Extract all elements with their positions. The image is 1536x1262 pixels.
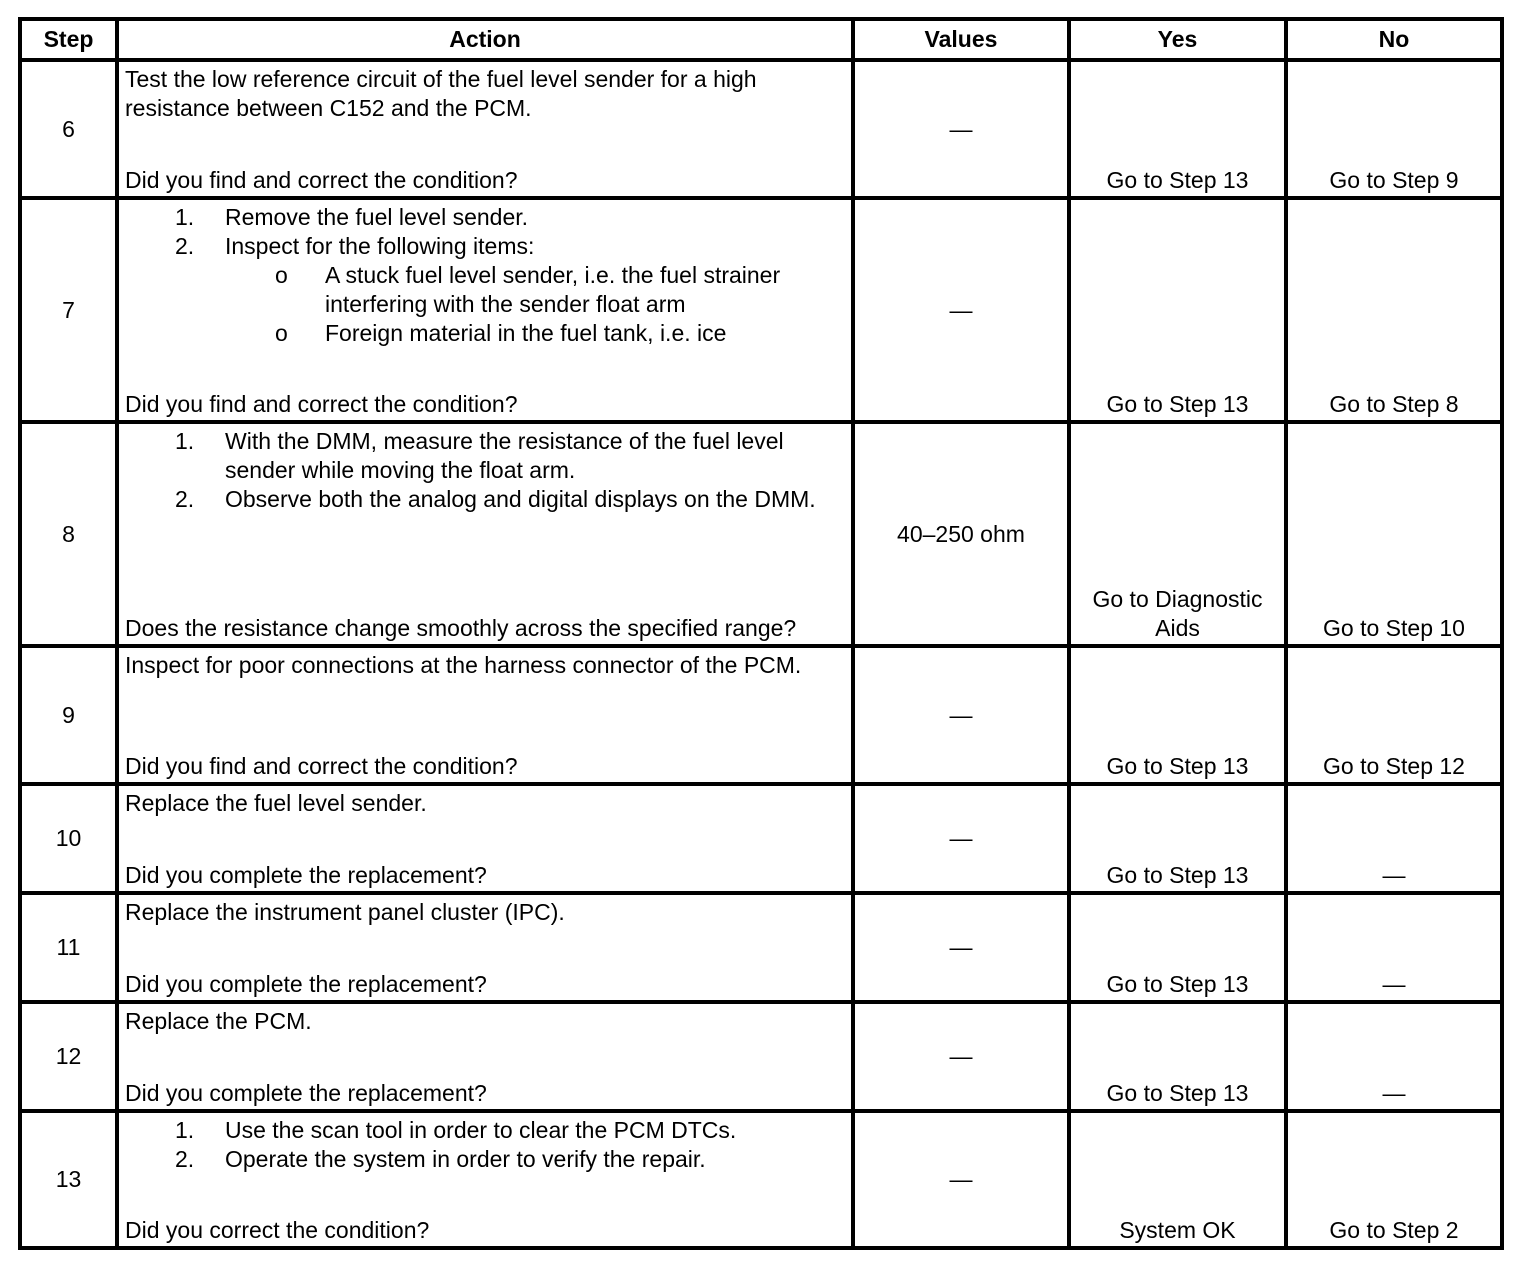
value-cell: —: [853, 784, 1069, 893]
value-cell: 40–250 ohm: [853, 422, 1069, 646]
step-number: 9: [20, 646, 117, 784]
bullet-icon: o: [275, 262, 288, 288]
table-row: [20, 646, 1502, 784]
action-question: Did you find and correct the condition?: [125, 167, 518, 193]
diagnostic-table: [18, 17, 1504, 1250]
list-item: [175, 1145, 845, 1174]
step-number: 13: [20, 1111, 117, 1248]
no-cell: [1286, 893, 1502, 1002]
value-cell: —: [853, 198, 1069, 422]
list-number: 2.: [175, 1146, 195, 1172]
action-cell: [117, 1002, 853, 1111]
sub-item: [275, 319, 845, 348]
table-row: [20, 422, 1502, 646]
table-row: [20, 60, 1502, 198]
yes-cell: [1069, 60, 1286, 198]
list-number: 2.: [175, 486, 195, 512]
value-cell: —: [853, 1002, 1069, 1111]
yes-text: Go to Step 13: [1106, 753, 1249, 779]
list-text: Use the scan tool in order to clear the PCM DTCs.: [225, 1117, 737, 1143]
bullet-list: [225, 261, 845, 348]
yes-text: Go to Diagnostic Aids: [1092, 586, 1263, 641]
no-cell: [1286, 198, 1502, 422]
no-cell: [1286, 646, 1502, 784]
table-row: [20, 784, 1502, 893]
no-text: Go to Step 12: [1323, 753, 1465, 779]
list-text: Observe both the analog and digital displays on the DMM.: [225, 486, 816, 512]
list-number: 2.: [175, 233, 195, 259]
no-cell: [1286, 784, 1502, 893]
list-number: 1.: [175, 1117, 195, 1143]
list-text: Operate the system in order to verify the repair.: [225, 1146, 706, 1172]
yes-cell: [1069, 422, 1286, 646]
yes-text: Go to Step 13: [1106, 971, 1249, 997]
no-text: Go to Step 8: [1329, 391, 1459, 417]
no-cell: [1286, 1002, 1502, 1111]
no-text: Go to Step 2: [1329, 1217, 1459, 1243]
no-text: —: [1382, 1080, 1406, 1106]
action-question: Did you complete the replacement?: [125, 862, 487, 888]
no-text: —: [1382, 971, 1406, 997]
step-number: 12: [20, 1002, 117, 1111]
action-question: Did you complete the replacement?: [125, 971, 487, 997]
header-action: Action: [117, 19, 853, 60]
table-row: [20, 198, 1502, 422]
header-step: Step: [20, 19, 117, 60]
table-row: [20, 893, 1502, 1002]
numbered-list: [125, 203, 845, 348]
header-row: [20, 19, 1502, 60]
list-number: 1.: [175, 204, 195, 230]
bullet-icon: o: [275, 320, 288, 346]
action-question: Did you find and correct the condition?: [125, 391, 518, 417]
numbered-list: [125, 427, 845, 514]
no-cell: [1286, 1111, 1502, 1248]
action-question: Did you correct the condition?: [125, 1217, 430, 1243]
step-number: 6: [20, 60, 117, 198]
list-item: [175, 1116, 845, 1145]
header-values: Values: [853, 19, 1069, 60]
list-item: [175, 232, 845, 348]
list-text: Inspect for the following items:: [225, 233, 535, 259]
no-text: Go to Step 9: [1329, 167, 1459, 193]
list-item: [175, 485, 845, 514]
action-question: Does the resistance change smoothly across the specified range?: [125, 615, 797, 641]
numbered-list: [125, 1116, 845, 1174]
list-number: 1.: [175, 428, 195, 454]
action-cell: [117, 1111, 853, 1248]
action-text: Replace the instrument panel cluster (IPC).: [125, 899, 565, 925]
yes-text: Go to Step 13: [1106, 391, 1249, 417]
sub-item-text: Foreign material in the fuel tank, i.e. ice: [325, 320, 727, 346]
action-cell: [117, 422, 853, 646]
action-question: Did you find and correct the condition?: [125, 753, 518, 779]
action-cell: [117, 784, 853, 893]
action-question: Did you complete the replacement?: [125, 1080, 487, 1106]
value-cell: —: [853, 646, 1069, 784]
step-number: 10: [20, 784, 117, 893]
list-text: With the DMM, measure the resistance of the fuel level sender while moving the float arm.: [225, 428, 784, 483]
action-text: Replace the fuel level sender.: [125, 790, 427, 816]
yes-text: Go to Step 13: [1106, 1080, 1249, 1106]
action-cell: [117, 646, 853, 784]
yes-text: Go to Step 13: [1106, 862, 1249, 888]
yes-cell: [1069, 1002, 1286, 1111]
table-row: [20, 1111, 1502, 1248]
header-no: No: [1286, 19, 1502, 60]
no-text: Go to Step 10: [1323, 615, 1465, 641]
no-text: —: [1382, 862, 1406, 888]
action-text: Inspect for poor connections at the harness connector of the PCM.: [125, 652, 802, 678]
list-text: Remove the fuel level sender.: [225, 204, 529, 230]
yes-cell: [1069, 1111, 1286, 1248]
value-cell: —: [853, 1111, 1069, 1248]
list-item: [175, 427, 845, 485]
yes-cell: [1069, 646, 1286, 784]
yes-cell: [1069, 198, 1286, 422]
list-item: [175, 203, 845, 232]
yes-text: System OK: [1119, 1217, 1236, 1243]
header-yes: Yes: [1069, 19, 1286, 60]
action-text: Test the low reference circuit of the fuel level sender for a high resistance between C152 and the PCM.: [125, 66, 757, 121]
value-cell: —: [853, 893, 1069, 1002]
step-number: 7: [20, 198, 117, 422]
step-number: 8: [20, 422, 117, 646]
sub-item: [275, 261, 845, 319]
yes-text: Go to Step 13: [1106, 167, 1249, 193]
yes-cell: [1069, 893, 1286, 1002]
no-cell: [1286, 60, 1502, 198]
sub-item-text: A stuck fuel level sender, i.e. the fuel strainer interfering with the sender float arm: [325, 262, 781, 317]
step-number: 11: [20, 893, 117, 1002]
table-row: [20, 1002, 1502, 1111]
action-text: Replace the PCM.: [125, 1008, 312, 1034]
action-cell: [117, 60, 853, 198]
yes-cell: [1069, 784, 1286, 893]
value-cell: —: [853, 60, 1069, 198]
no-cell: [1286, 422, 1502, 646]
action-cell: [117, 893, 853, 1002]
action-cell: [117, 198, 853, 422]
